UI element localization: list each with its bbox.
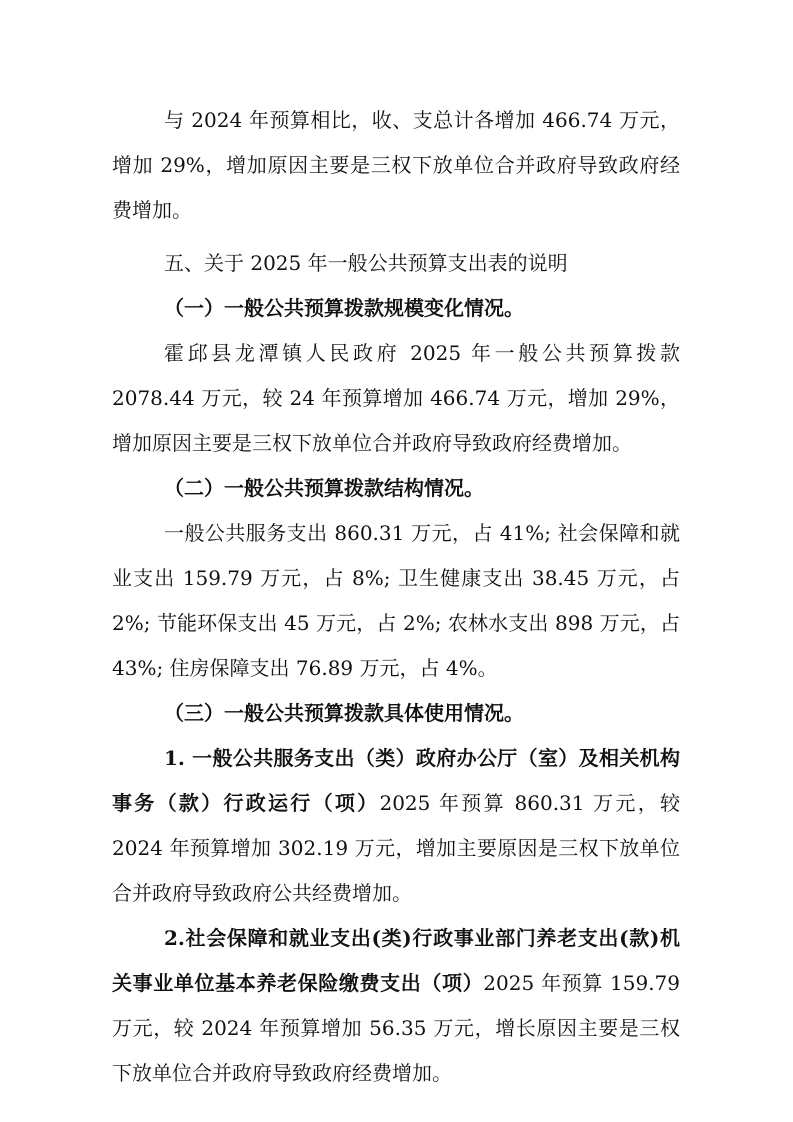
document-body	[112, 98, 680, 1096]
paragraph-structure: 一般公共服务支出 860.31 万元，占 41%; 社会保障和就业支出 159.79 万元，占 8%; 卫生健康支出 38.45 万元，占 2%; 节能环保支出 45 万元，占 2%; 农林水支出 898 万元，占 43%; 住房保障支出 76.89 万元，占 4%。	[112, 521, 680, 680]
item-2-title: 2.社会保障和就业支出(类)行政事业部门养老支出(款)机关事业单位基本养老保险缴费支出（项）	[112, 926, 680, 995]
item-1-title: 1. 一般公共服务支出（类）政府办公厅（室）及相关机构事务（款）行政运行（项）	[112, 746, 680, 815]
subheading-structure: （二）一般公共预算拨款结构情况。	[164, 476, 484, 500]
paragraph-budget-comparison: 与 2024 年预算相比，收、支总计各增加 466.74 万元，增加 29%，增加原因主要是三权下放单位合并政府导致政府经费增加。	[112, 108, 680, 222]
paragraph-item-2	[112, 916, 680, 1096]
subheading-usage: （三）一般公共预算拨款具体使用情况。	[164, 701, 524, 725]
subheading-scale-change: （一）一般公共预算拨款规模变化情况。	[164, 296, 524, 320]
item-2-text: 2025 年预算 159.79 万元，较 2024 年预算增加 56.35 万元，增长原因主要是三权下放单位合并政府导致政府经费增加。	[112, 971, 681, 1085]
item-1-text: 2025 年预算 860.31 万元，较 2024 年预算增加 302.19 万元，增加主要原因是三权下放单位合并政府导致政府公共经费增加。	[112, 791, 681, 905]
paragraph-scale-change: 霍邱县龙潭镇人民政府 2025 年一般公共预算拨款 2078.44 万元，较 24 年预算增加 466.74 万元，增加 29%，增加原因主要是三权下放单位合并政府导致政府经费增加。	[112, 341, 680, 455]
section-heading-5: 五、关于 2025 年一般公共预算支出表的说明	[164, 251, 568, 275]
paragraph-item-1	[112, 736, 680, 916]
